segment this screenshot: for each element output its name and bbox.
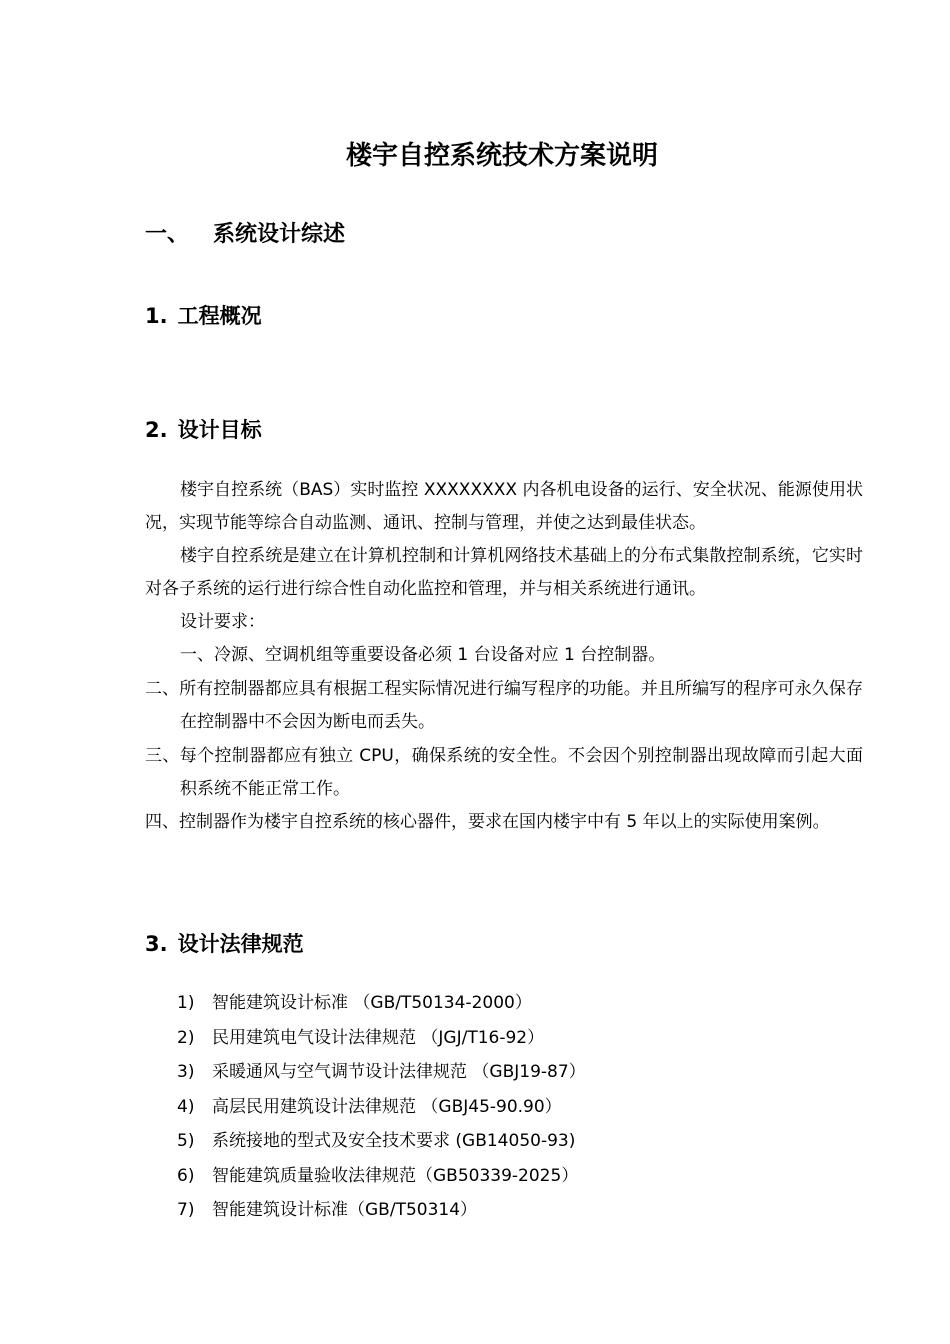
paragraph: 楼宇自控系统（BAS）实时监控 XXXXXXXX 内各机电设备的运行、安全状况、能源使用状况，实现节能等综合自动监测、通讯、控制与管理，并使之达到最佳状态。 [145, 480, 863, 533]
subsection-title: 设计法律规范 [177, 932, 304, 956]
subsection-number: 2. [145, 418, 168, 442]
section-number: 一、 [145, 222, 190, 247]
standard-item [177, 986, 586, 1021]
standard-item [177, 1193, 586, 1228]
standard-number: 5) [177, 1131, 195, 1151]
standard-text: 采暖通风与空气调节设计法律规范 （GBJ19-87） [212, 1062, 586, 1082]
document-title: 楼宇自控系统技术方案说明 [345, 141, 658, 171]
standards-list [177, 986, 586, 1228]
standard-item [177, 1021, 586, 1056]
requirement-item: 四、控制器作为楼宇自控系统的核心器件，要求在国内楼宇中有 5 年以上的实际使用案例。 [145, 812, 830, 832]
standard-number: 3) [177, 1062, 195, 1082]
subsection-heading-1 [145, 300, 262, 332]
standard-number: 2) [177, 1027, 195, 1048]
standard-text: 智能建筑质量验收法律规范（GB50339-2025） [212, 1165, 579, 1186]
standard-text: 智能建筑设计标准（GB/T50314） [212, 1200, 478, 1220]
standard-item [177, 1055, 586, 1090]
standard-text: 高层民用建筑设计法律规范 （GBJ45-90.90） [212, 1096, 562, 1117]
standard-number: 1) [177, 993, 195, 1013]
section-heading-1 [145, 218, 345, 252]
standard-number: 4) [177, 1096, 195, 1117]
requirement-item: 二、所有控制器都应具有根据工程实际情况进行编写程序的功能。并且所编写的程序可永久保存在控制器中不会因为断电而丢失。 [145, 679, 863, 732]
subsection-heading-2 [145, 414, 262, 446]
standard-text: 民用建筑电气设计法律规范 （JGJ/T16-92） [212, 1027, 545, 1048]
standard-number: 7) [177, 1200, 195, 1220]
standard-number: 6) [177, 1165, 195, 1186]
standard-text: 智能建筑设计标准 （GB/T50134-2000） [212, 993, 532, 1013]
requirements-label: 设计要求： [180, 612, 265, 632]
standard-item [177, 1159, 586, 1194]
standard-item [177, 1090, 586, 1125]
subsection-number: 3. [145, 932, 168, 956]
requirement-item: 一、冷源、空调机组等重要设备必须 1 台设备对应 1 台控制器。 [180, 645, 666, 665]
requirement-item: 三、每个控制器都应有独立 CPU，确保系统的安全性。不会因个别控制器出现故障而引起大面积系统不能正常工作。 [145, 746, 863, 799]
subsection-number: 1. [145, 304, 168, 328]
subsection-title: 工程概况 [177, 304, 262, 328]
section-title: 系统设计综述 [213, 222, 346, 247]
standard-text: 系统接地的型式及安全技术要求 (GB14050-93) [212, 1131, 576, 1151]
subsection-title: 设计目标 [177, 418, 262, 442]
standard-item [177, 1124, 586, 1159]
paragraph: 楼宇自控系统是建立在计算机控制和计算机网络技术基础上的分布式集散控制系统，它实时对各子系统的运行进行综合性自动化监控和管理，并与相关系统进行通讯。 [145, 546, 863, 599]
subsection-heading-3 [145, 928, 304, 960]
